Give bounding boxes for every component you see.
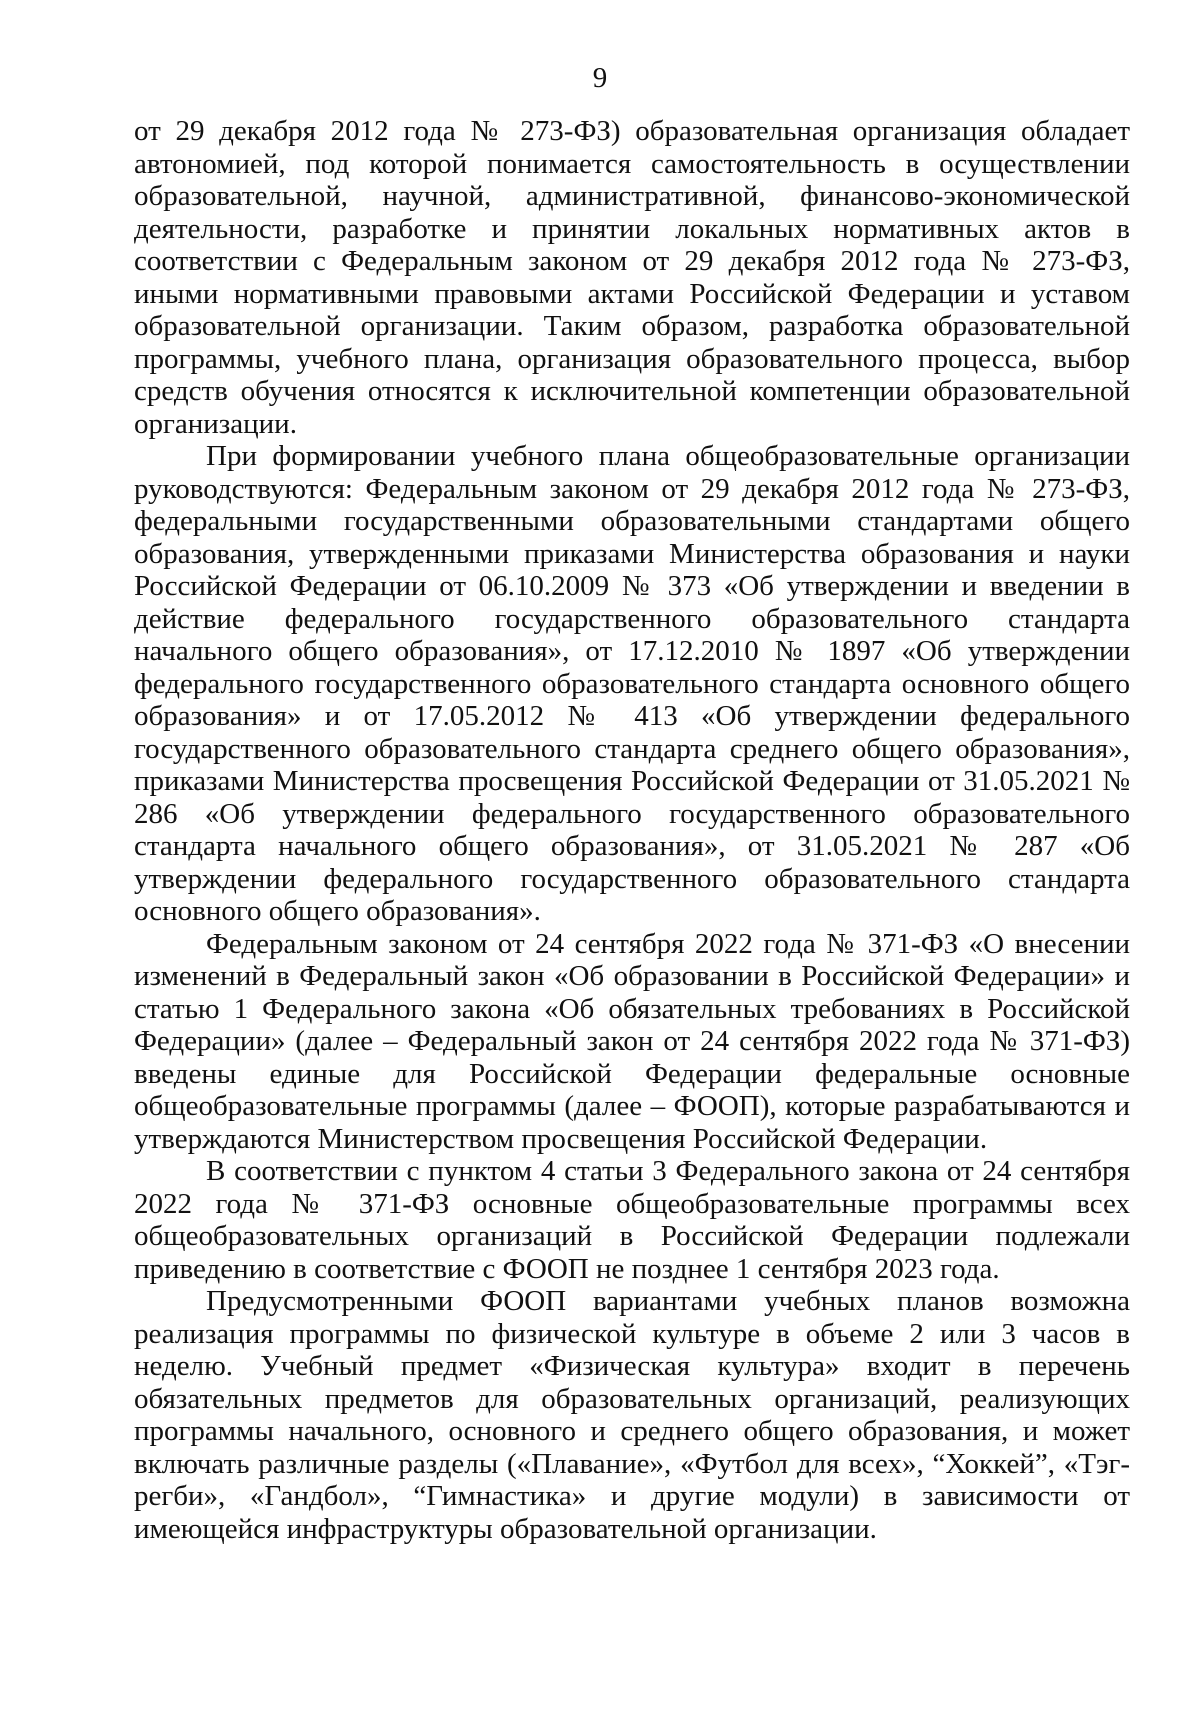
paragraph-continuation: от 29 декабря 2012 года № 273-ФЗ) образовательная организация обладает автономией, под которой понимается самостоятельность в осуществлении образовательной, научной, административной, финансово-экономической деятельности, разработке и принятии локальных нормативных актов в соответствии с Федеральным законом от 29 декабря 2012 года № 273-ФЗ, иными нормативными правовыми актами Российской Федерации и уставом образовательной организации. Таким образом, разработка образовательной программы, учебного плана, организация образовательного процесса, выбор средств обучения относятся к исключительной компетенции образовательной организации. bbox=[134, 115, 1130, 440]
paragraph-fooop-deadline: В соответствии с пунктом 4 статьи 3 Федерального закона от 24 сентября 2022 года № 371-ФЗ основные общеобразовательные программы всех общеобразовательных организаций в Российской Федерации подлежали приведению в соответствие с ФООП не позднее 1 сентября 2023 года. bbox=[134, 1155, 1130, 1285]
paragraph-federal-law-371: Федеральным законом от 24 сентября 2022 года № 371-ФЗ «О внесении изменений в Федеральный закон «Об образовании в Российской Федерации» и статью 1 Федерального закона «Об обязательных требованиях в Российской Федерации» (далее – Федеральный закон от 24 сентября 2022 года № 371-ФЗ) введены единые для Российской Федерации федеральные основные общеобразовательные программы (далее – ФООП), которые разрабатываются и утверждаются Министерством просвещения Российской Федерации. bbox=[134, 927, 1130, 1155]
document-body bbox=[134, 115, 1130, 1545]
paragraph-curriculum-guidance: При формировании учебного плана общеобразовательные организации руководствуются: Федеральным законом от 29 декабря 2012 года № 273-ФЗ, федеральными государственными образовательными стандартами общего образования, утвержденными приказами Министерства образования и науки Российской Федерации от 06.10.2009 № 373 «Об утверждении и введении в действие федерального государственного образовательного стандарта начального общего образования», от 17.12.2010 № 1897 «Об утверждении федерального государственного образовательного стандарта основного общего образования» и от 17.05.2012 № 413 «Об утверждении федерального государственного образовательного стандарта среднего общего образования», приказами Министерства просвещения Российской Федерации от 31.05.2021 № 286 «Об утверждении федерального государственного образовательного стандарта начального общего образования», от 31.05.2021 № 287 «Об утверждении федерального государственного образовательного стандарта основного общего образования». bbox=[134, 440, 1130, 927]
page-number: 9 bbox=[592, 62, 608, 94]
paragraph-physical-education: Предусмотренными ФООП вариантами учебных планов возможна реализация программы по физической культуре в объеме 2 или 3 часов в неделю. Учебный предмет «Физическая культура» входит в перечень обязательных предметов для образовательных организаций, реализующих программы начального, основного и среднего общего образования, и может включать различные разделы («Плавание», «Футбол для всех», “Хоккей”, «Тэг-регби», «Гандбол», “Гимнастика» и другие модули) в зависимости от имеющейся инфраструктуры образовательной организации. bbox=[134, 1285, 1130, 1545]
